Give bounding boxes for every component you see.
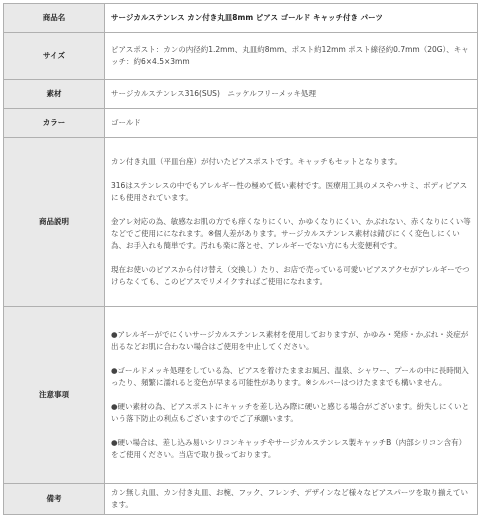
cautions-label: 注意事項 — [4, 307, 105, 484]
remarks-label: 備考 — [4, 484, 105, 515]
caution-paragraph: ●ゴールドメッキ処理をしている為、ピアスを着けたままお風呂、温泉、シャワー、プールの中に長時間入ったり、頻繁に濡れると変色が早まる可能性があります。※シルバーはつけたままでも構いません。 — [111, 366, 469, 387]
material-label: 素材 — [4, 80, 105, 109]
product-spec-table — [3, 3, 478, 515]
row-size — [4, 33, 478, 80]
row-remarks — [4, 484, 478, 515]
caution-paragraph: ●アレルギーがでにくいサージカルステンレス素材を使用しておりますが、かゆみ・発疹・かぶれ・炎症が出るなどお肌に合わない場合はご使用を中止してください。 — [111, 330, 469, 351]
row-cautions — [4, 307, 478, 484]
description-paragraph: 現在お使いのピアスから付け替え（交換し）たり、お店で売っている可愛いピアスアクセがアレルギーでつけらなくても、このピアスでリメイクすればご使用になれます。 — [111, 265, 470, 286]
description-paragraph: 316はステンレスの中でもアレルギー性の極めて低い素材です。医療用工具のメスやハサミ、ボディピアスにも使用されています。 — [111, 181, 468, 202]
product-name-value — [105, 4, 478, 33]
remarks-text: カン無し丸皿、カン付き丸皿、お椀、フック、フレンチ、デザインなど様々なピアスパーツを取り揃えています。 — [111, 488, 469, 509]
material-value — [105, 80, 478, 109]
row-material — [4, 80, 478, 109]
cautions-value — [105, 307, 478, 484]
row-color — [4, 109, 478, 138]
caution-paragraph: ●硬い素材の為、ピアスポストにキャッチを差し込み際に硬いと感じる場合がございます。紛失しにくいという落下防止の利点もございますのでご了承願います。 — [111, 402, 470, 423]
remarks-value — [105, 484, 478, 515]
size-label: サイズ — [4, 33, 105, 80]
row-description — [4, 138, 478, 307]
product-name-text: サージカルステンレス カン付き丸皿8mm ピアス ゴールド キャッチ付き パーツ — [111, 13, 383, 22]
description-label: 商品説明 — [4, 138, 105, 307]
description-paragraph: 金アレ対応の為、敏感なお肌の方でも痒くなりにくい、かゆくなりにくい、かぶれない、赤くなりにくい等などでご使用にになれます。※個人差があります。サージカルステンレス素材は錆びにくく変色しにくい為、お手入れも簡単です。汚れも楽に落とせ、アレルギーでない方にも大変便利です。 — [111, 217, 471, 250]
caution-paragraph: ●硬い場合は、差し込み易いシリコンキャッチやサージカルステンレス製キャッチB（内部シリコン含有）をご使用ください。当店で取り扱っております。 — [111, 438, 467, 459]
material-text: サージカルステンレス316(SUS) ニッケルフリーメッキ処理 — [111, 89, 317, 98]
row-product-name — [4, 4, 478, 33]
product-name-label: 商品名 — [4, 4, 105, 33]
size-text: ピアスポスト：カンの内径約1.2mm、丸皿約8mm、ポスト約12mm ポスト線径約0.7mm（20G）、キャッチ：約6×4.5×3mm — [111, 45, 469, 66]
description-paragraph: カン付き丸皿（平皿台座）が付いたピアスポストです。キャッチもセットとなります。 — [111, 157, 402, 166]
color-label: カラー — [4, 109, 105, 138]
size-value — [105, 33, 478, 80]
color-text: ゴールド — [111, 118, 141, 127]
color-value — [105, 109, 478, 138]
description-value — [105, 138, 478, 307]
